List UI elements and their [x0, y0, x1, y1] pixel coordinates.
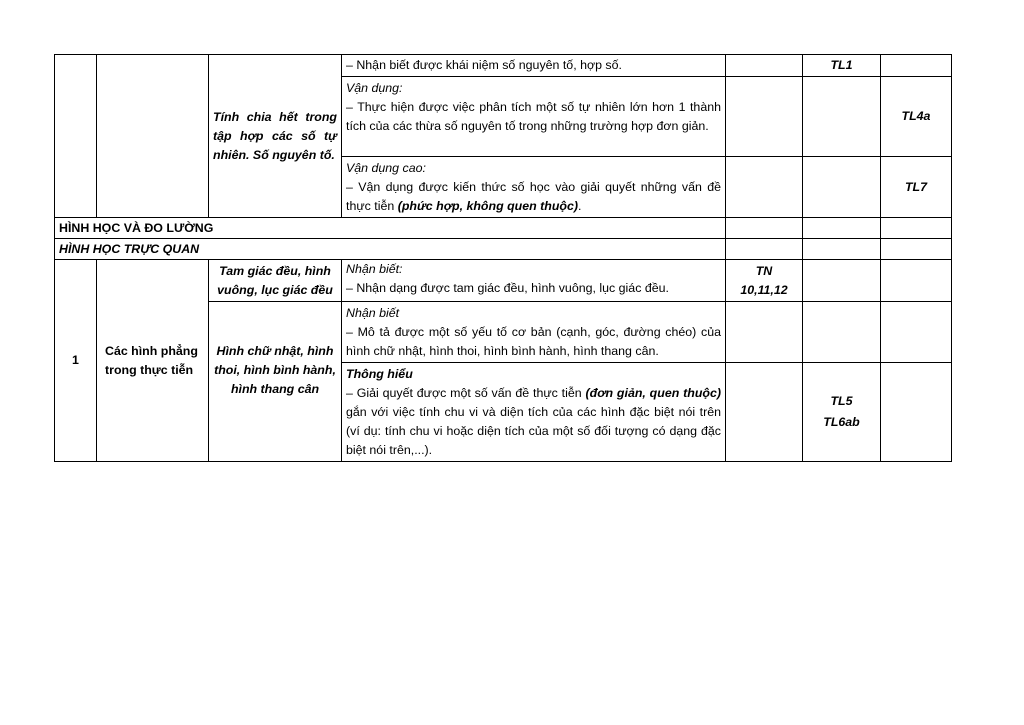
level-label: Nhận biết: [346, 262, 403, 276]
code-cell-a [726, 260, 803, 302]
topic-cell [209, 55, 342, 218]
description-cell [342, 363, 726, 462]
code-cell-b [803, 260, 881, 302]
code-cell-c [881, 218, 952, 239]
subsection-heading: HÌNH HỌC TRỰC QUAN [55, 239, 726, 260]
code-cell-c: TL4a [881, 77, 952, 157]
table-row [55, 218, 952, 239]
chapter-cell [97, 55, 209, 218]
code-cell-c: TL7 [881, 157, 952, 218]
level-label: Vận dụng: [346, 81, 403, 95]
description-text: – Vận dụng được kiến thức số học vào giải quyết những vấn đề thực tiễn [346, 180, 721, 213]
topic-label: Hình chữ nhật, hình thoi, hình bình hành, hình thang cân [214, 344, 336, 396]
code-cell-b [803, 363, 881, 462]
code-label: 10,11,12 [740, 282, 788, 297]
description-text-end: gắn với việc tính chu vi và diện tích của các hình đặc biệt nói trên (ví dụ: tính chu vi hoặc diện tích của một số đối tượng có dạng đặc biệt nói trên,...). [346, 405, 721, 457]
code-cell-b: TL1 [803, 55, 881, 77]
topic-label: Tam giác đều, hình vuông, lục giác đều [217, 263, 333, 297]
table-row [55, 239, 952, 260]
description-cell [342, 157, 726, 218]
description-emphasis: (đơn giản, quen thuộc) [585, 386, 721, 400]
description-text: – Mô tả được một số yếu tố cơ bản (cạnh, góc, đường chéo) của hình chữ nhật, hình thoi, hình bình hành, hình thang cân. [346, 325, 721, 358]
level-label: Thông hiểu [346, 367, 413, 381]
chapter-label: Các hình phẳng trong thực tiễn [105, 343, 198, 377]
code-label: TL5 [830, 394, 853, 408]
spec-matrix-table [54, 54, 952, 462]
description-cell [342, 77, 726, 157]
topic-cell [209, 302, 342, 462]
code-cell-b [803, 239, 881, 260]
description-cell [342, 302, 726, 363]
code-cell-b [803, 302, 881, 363]
code-cell-a [726, 55, 803, 77]
code-label: TN [755, 263, 773, 278]
code-cell-c [881, 55, 952, 77]
code-label: TL6ab [823, 415, 860, 429]
code-cell-a [726, 302, 803, 363]
table-row [55, 55, 952, 77]
code-cell-a [726, 239, 803, 260]
code-cell-c [881, 302, 952, 363]
topic-label: Tính chia hết trong tập hợp các số tự nhiên. Số nguyên tố. [213, 109, 337, 162]
table-row [55, 260, 952, 302]
level-label: Nhận biết [346, 306, 400, 320]
description-text: – Thực hiện được việc phân tích một số tự nhiên lớn hơn 1 thành tích của các thừa số nguyên tố trong những trường hợp đơn giản. [346, 100, 721, 133]
code-cell-b [803, 157, 881, 218]
code-cell-a [726, 157, 803, 218]
description-text-end: . [577, 199, 582, 213]
code-cell-c [881, 260, 952, 302]
index-cell [55, 55, 97, 218]
code-cell-b [803, 77, 881, 157]
code-cell-c [881, 363, 952, 462]
section-heading: HÌNH HỌC VÀ ĐO LƯỜNG [55, 218, 726, 239]
description-cell [342, 260, 726, 302]
chapter-cell [97, 260, 209, 462]
code-cell-c [881, 239, 952, 260]
code-cell-a [726, 218, 803, 239]
code-cell-b [803, 218, 881, 239]
description-text: – Giải quyết được một số vấn đề thực tiễn [346, 386, 586, 400]
topic-cell [209, 260, 342, 302]
description-text: – Nhận biết được khái niệm số nguyên tố, hợp số. [346, 58, 622, 72]
description-cell [342, 55, 726, 77]
level-label: Vận dụng cao: [346, 161, 426, 175]
code-cell-a [726, 77, 803, 157]
code-cell-a [726, 363, 803, 462]
index-cell: 1 [55, 260, 97, 462]
description-text: – Nhận dạng được tam giác đều, hình vuông, lục giác đều. [346, 281, 669, 295]
description-emphasis: (phức hợp, không quen thuộc) [397, 199, 578, 213]
